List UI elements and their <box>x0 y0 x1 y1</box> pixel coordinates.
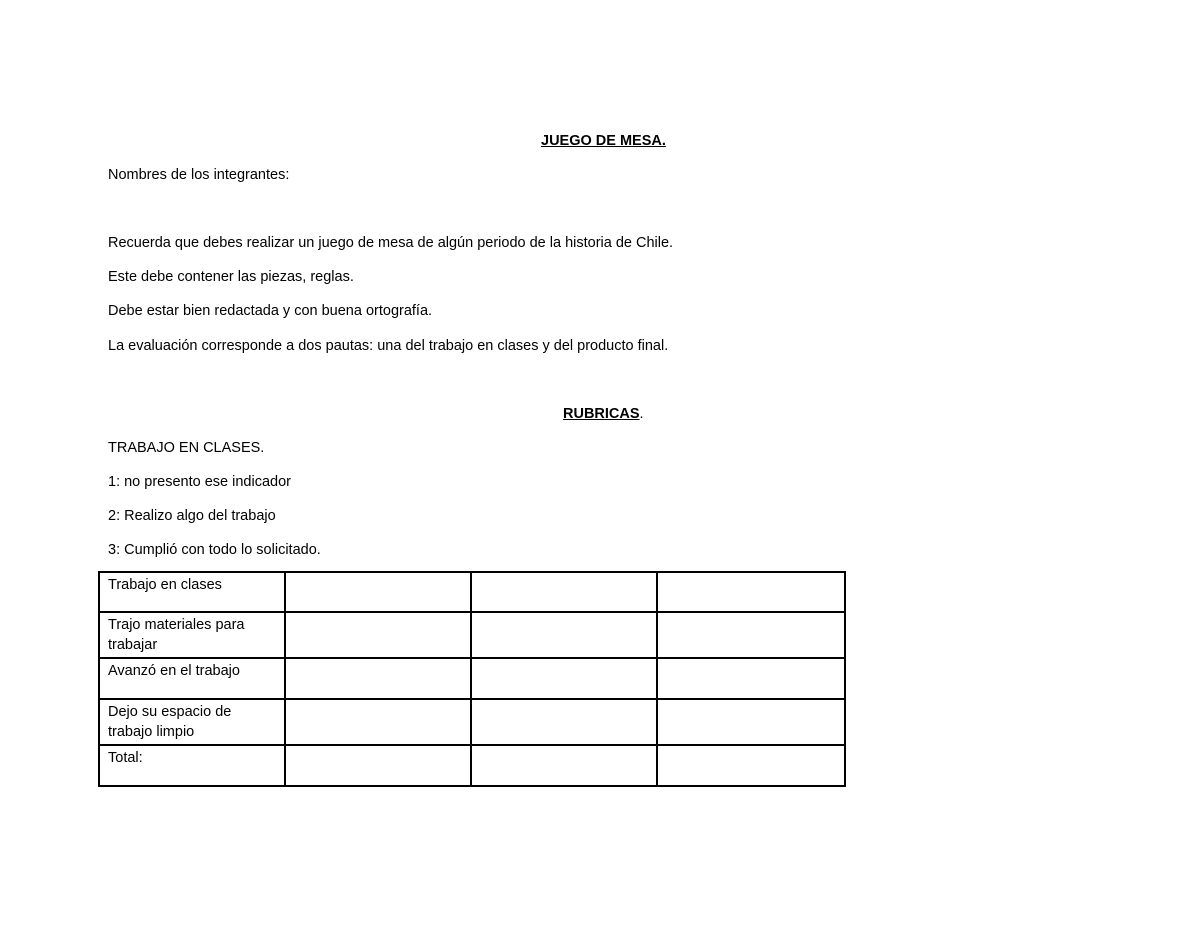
row-label: Dejo su espacio de trabajo limpio <box>99 699 285 745</box>
table-row <box>99 745 845 786</box>
score-cell[interactable] <box>285 612 471 658</box>
score-cell[interactable] <box>471 612 657 658</box>
instruction-line: Debe estar bien redactada y con buena ortografía. <box>108 303 433 319</box>
row-label: Avanzó en el trabajo <box>99 658 285 699</box>
row-label: Total: <box>99 745 285 786</box>
score-cell[interactable] <box>285 572 471 612</box>
section-label: TRABAJO EN CLASES. <box>108 440 265 456</box>
score-cell[interactable] <box>285 745 471 786</box>
score-cell[interactable] <box>471 699 657 745</box>
instruction-line: Recuerda que debes realizar un juego de mesa de algún periodo de la historia de Chile. <box>108 235 674 251</box>
instruction-line: Este debe contener las piezas, reglas. <box>108 269 354 285</box>
scale-item: 3: Cumplió con todo lo solicitado. <box>108 542 321 558</box>
row-label: Trabajo en clases <box>99 572 285 612</box>
score-cell[interactable] <box>285 658 471 699</box>
score-cell[interactable] <box>471 572 657 612</box>
rubric-heading <box>563 405 644 423</box>
rubric-table <box>98 571 846 787</box>
score-cell[interactable] <box>657 699 845 745</box>
document-title: JUEGO DE MESA. <box>541 133 666 149</box>
table-row <box>99 612 845 658</box>
rubric-title: RUBRICAS <box>563 406 640 422</box>
table-row <box>99 699 845 745</box>
score-cell[interactable] <box>471 745 657 786</box>
table-row <box>99 572 845 612</box>
score-cell[interactable] <box>471 658 657 699</box>
rubric-title-suffix: . <box>639 406 644 422</box>
instruction-line: La evaluación corresponde a dos pautas: una del trabajo en clases y del producto final. <box>108 338 669 354</box>
table-row <box>99 658 845 699</box>
score-cell[interactable] <box>285 699 471 745</box>
score-cell[interactable] <box>657 572 845 612</box>
row-label: Trajo materiales para trabajar <box>99 612 285 658</box>
score-cell[interactable] <box>657 612 845 658</box>
scale-item: 1: no presento ese indicador <box>108 474 291 490</box>
score-cell[interactable] <box>657 658 845 699</box>
score-cell[interactable] <box>657 745 845 786</box>
members-label: Nombres de los integrantes: <box>108 167 290 183</box>
scale-item: 2: Realizo algo del trabajo <box>108 508 276 524</box>
